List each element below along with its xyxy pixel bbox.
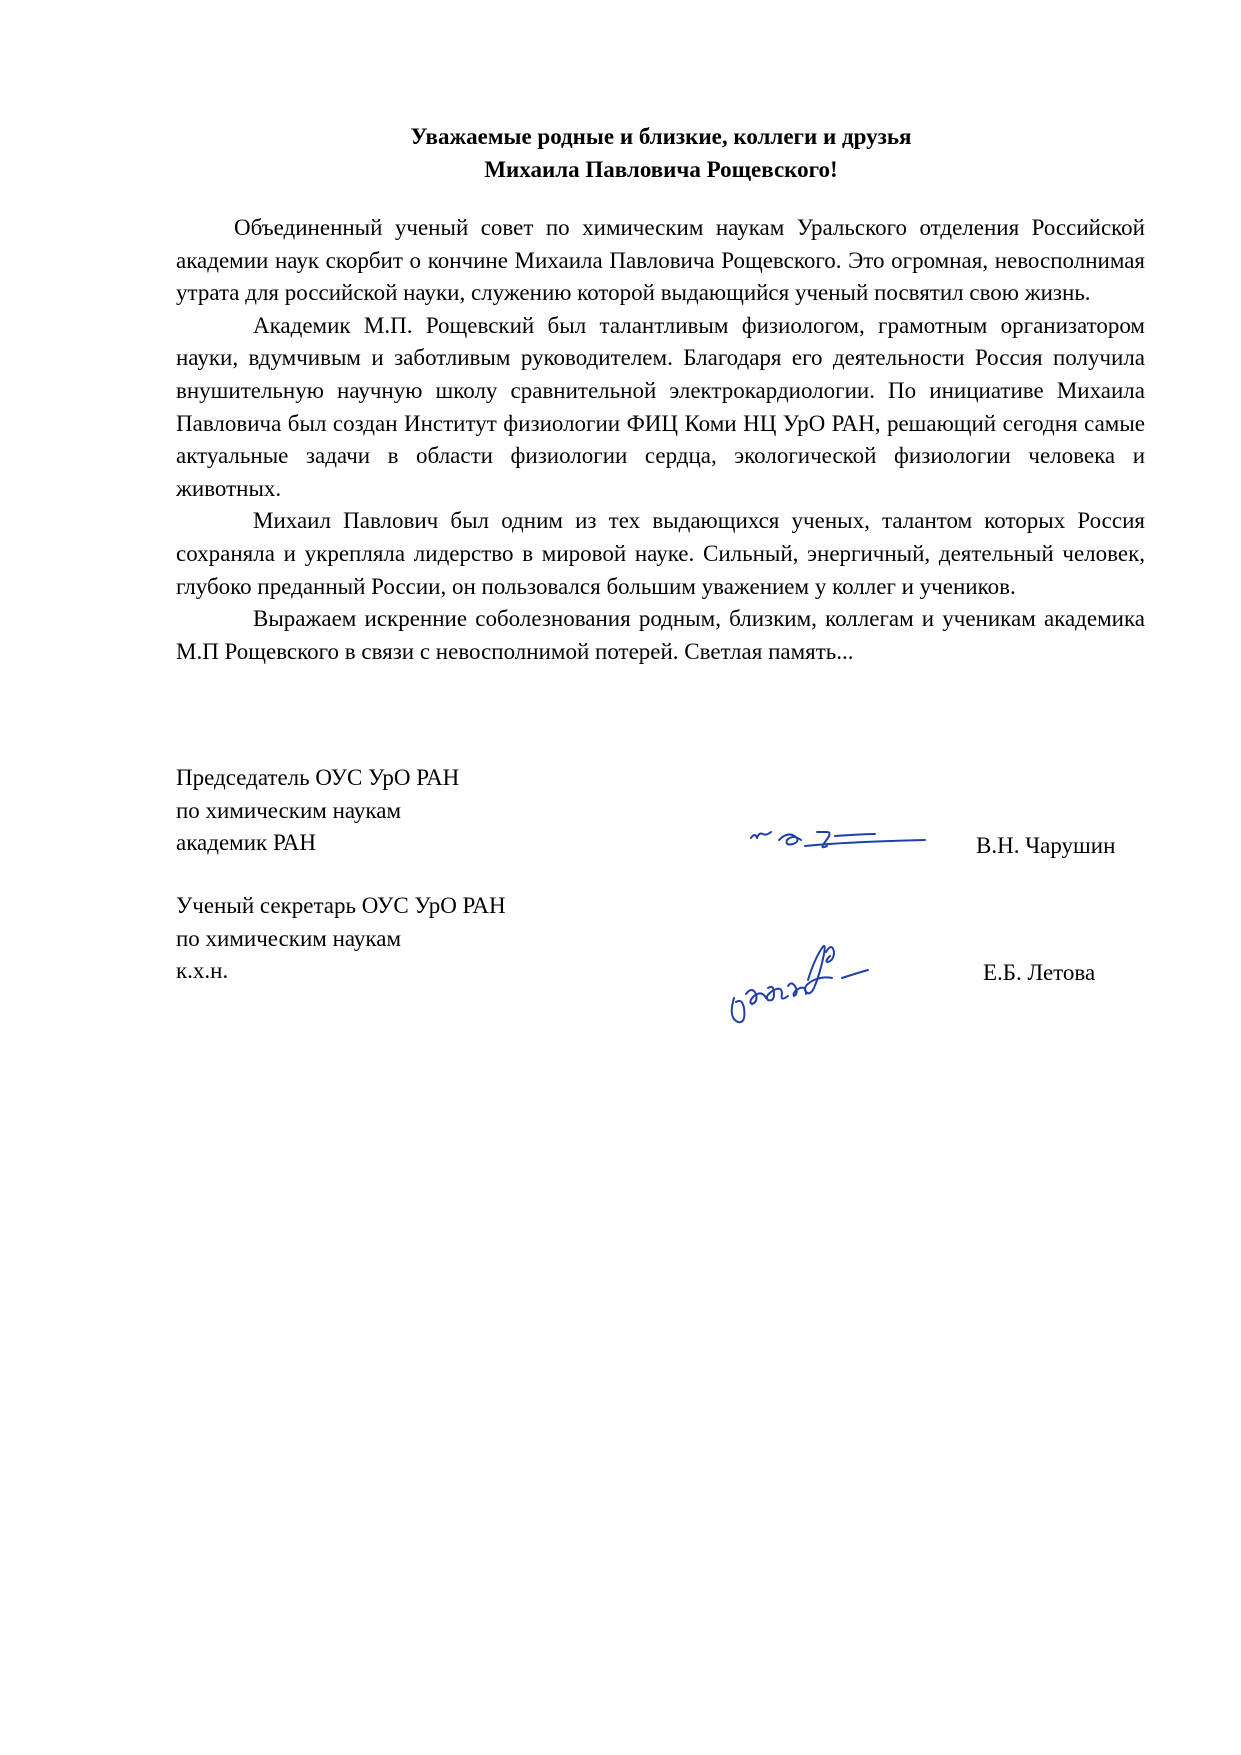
signatory-secretary-position <box>176 890 506 988</box>
letter-heading <box>176 120 1146 186</box>
chairman-position-line-1: Председатель ОУС УрО РАН <box>176 765 460 790</box>
secretary-signature-image <box>722 928 892 1038</box>
secretary-name: Е.Б. Летова <box>983 960 1096 985</box>
secretary-position-line-1: Ученый секретарь ОУС УрО РАН <box>176 893 506 918</box>
chairman-name: В.Н. Чарушин <box>976 833 1116 858</box>
secretary-position-line-2: по химическим наукам <box>176 925 402 951</box>
signatory-chairman-position <box>176 762 459 860</box>
chairman-position-line-2: по химическим наукам <box>176 797 402 823</box>
paragraph-2: Академик М.П. Рощевский был талантливым физиологом, грамотным организатором науки, вдумчивым и заботливым руководителем. Благодаря его деятельности Россия получила внушительную научную школу сравнительной электрокардиологии. По инициативе Михаила Павловича был создан Институт физиологии ФИЦ Коми НЦ УрО РАН, решающий сегодня самые актуальные задачи в области физиологии сердца, экологической физиологии человека и животных. <box>176 312 1145 501</box>
letter-body <box>176 212 1145 668</box>
paragraph-3: Михаил Павлович был одним из тех выдающихся ученых, талантом которых Россия сохраняла и укрепляла лидерство в мировой науке. Сильный, энергичный, деятельный человек, глубоко преданный России, он пользовался большим уважением у коллег и учеников. <box>176 508 1145 599</box>
heading-line-1: Уважаемые родные и близкие, коллеги и друзья <box>410 124 912 149</box>
paragraph-4: Выражаем искренние соболезнования родным, близким, коллегам и ученикам академика М.П Рощевского в связи с невосполнимой потерей. Светлая память... <box>176 606 1145 664</box>
secretary-position-line-3: к.х.н. <box>176 958 229 983</box>
chairman-position-line-3: академик РАН <box>176 830 317 855</box>
chairman-signature-image <box>745 820 935 860</box>
heading-line-2: Михаила Павловича Рощевского! <box>484 157 838 182</box>
paragraph-1: Объединенный ученый совет по химическим наукам Уральского отделения Российской академии наук скорбит о кончине Михаила Павловича Рощевского. Это огромная, невосполнимая утрата для российской науки, служению которой выдающийся ученый посвятил свою жизнь. <box>176 215 1145 306</box>
